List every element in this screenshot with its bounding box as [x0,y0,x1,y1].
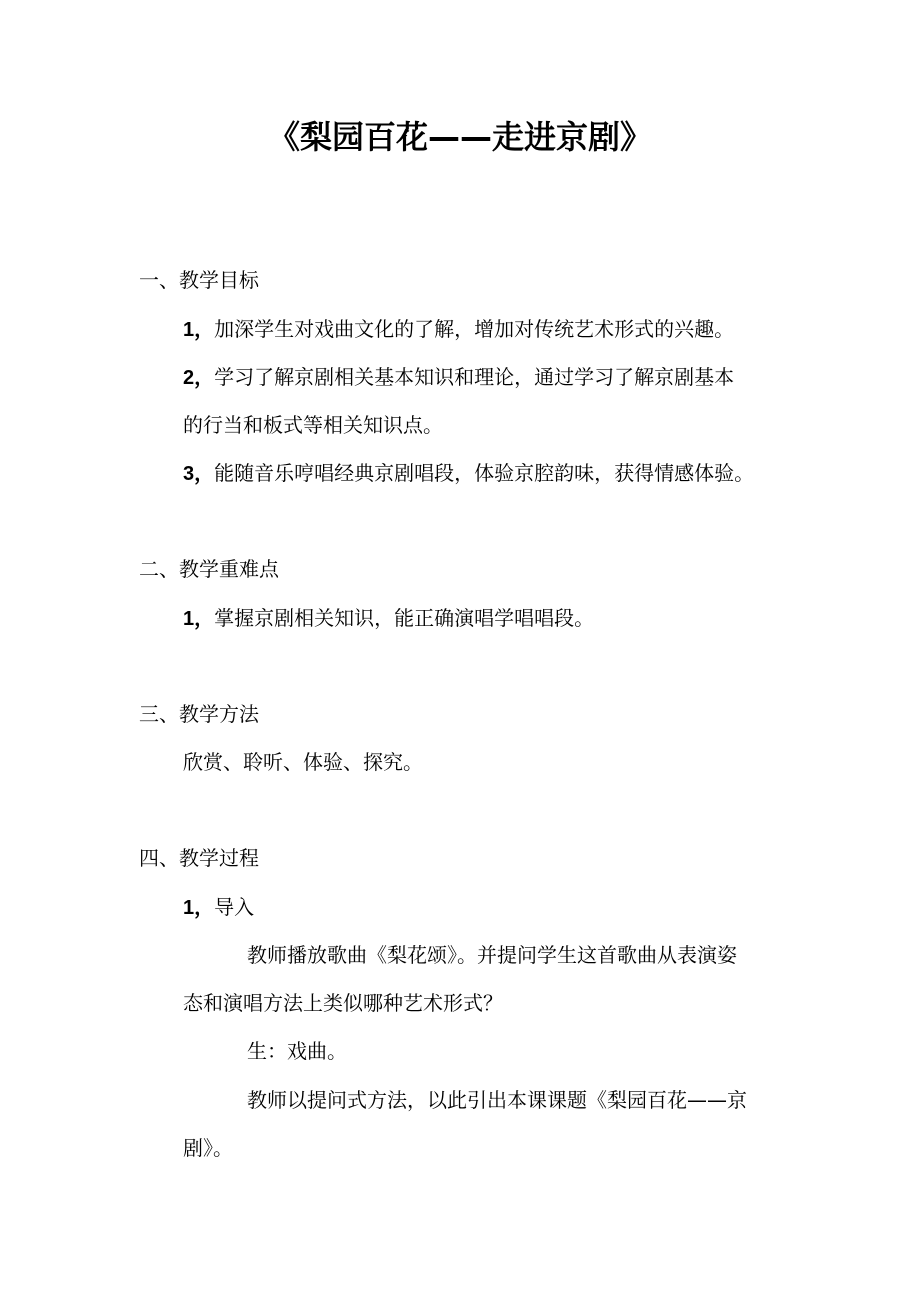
paragraph-line: 生：戏曲。 [247,1039,347,1063]
list-item [183,606,594,631]
item-text: 掌握京剧相关知识，能正确演唱学唱唱段。 [214,606,595,630]
section-heading-key-points: 二、教学重难点 [139,557,279,581]
list-item [183,317,734,342]
paragraph-line: 态和演唱方法上类似哪种艺术形式？ [183,991,503,1015]
item-text: 学习了解京剧相关基本知识和理论，通过学习了解京剧基本 [214,365,735,389]
section-heading-methods: 三、教学方法 [139,702,259,726]
item-text-continuation: 的行当和板式等相关知识点。 [183,413,443,437]
document-title: 《梨园百花——走进京剧》 [267,118,652,156]
step-label: 导入 [214,895,255,919]
paragraph-line: 教师以提问式方法，以此引出本课课题《梨园百花——京 [247,1088,747,1112]
item-text: 能随音乐哼唱经典京剧唱段，体验京腔韵味，获得情感体验。 [214,461,755,485]
list-item [183,461,754,486]
section-heading-objectives: 一、教学目标 [139,268,259,292]
methods-text: 欣赏、聆听、体验、探究。 [183,750,423,774]
item-number: 2， [183,367,215,389]
section-heading-process: 四、教学过程 [139,846,259,870]
item-number: 1， [183,897,215,919]
step-heading [183,895,254,920]
item-number: 1， [183,608,215,630]
paragraph-line: 教师播放歌曲《梨花颂》。并提问学生这首歌曲从表演姿 [247,943,737,967]
paragraph-line: 剧》。 [183,1136,233,1160]
item-text: 加深学生对戏曲文化的了解，增加对传统艺术形式的兴趣。 [214,317,735,341]
item-number: 1， [183,319,215,341]
list-item [183,365,734,390]
item-number: 3， [183,463,215,485]
